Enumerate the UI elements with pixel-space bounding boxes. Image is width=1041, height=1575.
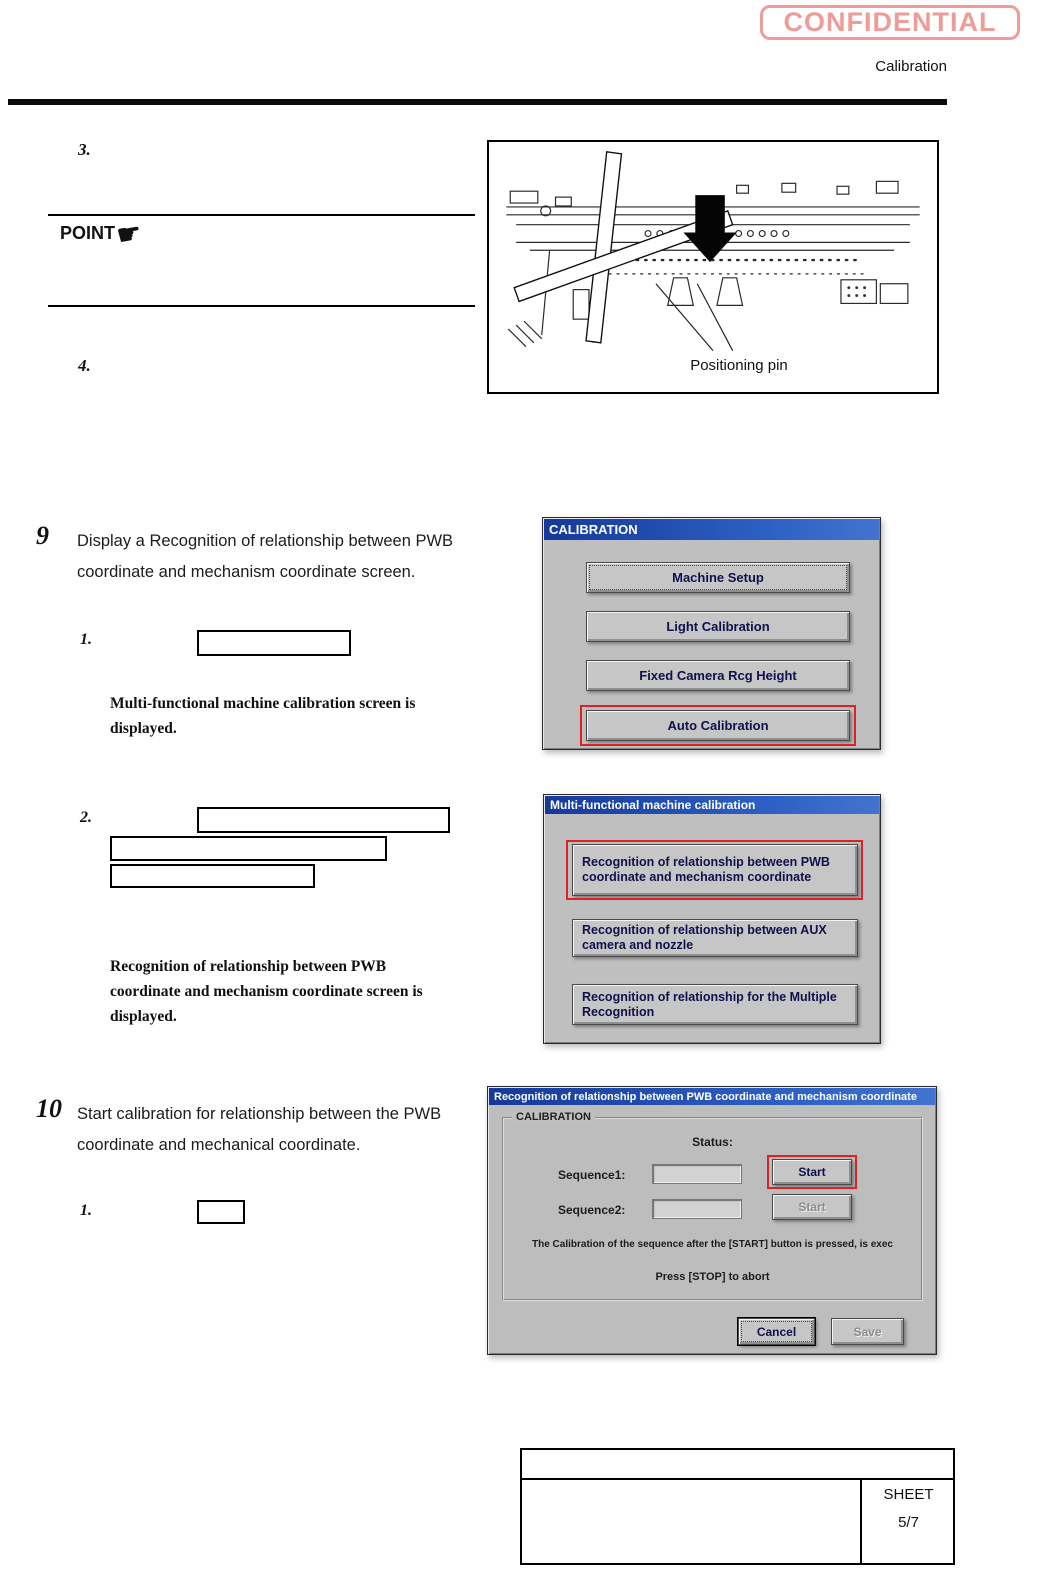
step-9-sub-1-number: 1. <box>80 631 92 648</box>
multi-calibration-dialog-titlebar[interactable] <box>545 796 879 814</box>
title-block-table <box>520 1448 955 1565</box>
pointing-hand-icon: ☛ <box>114 216 144 251</box>
calibration-dialog <box>542 517 881 750</box>
step-9-sub-2-blank-box-3 <box>110 864 315 888</box>
sequence2-label: Sequence2: <box>558 1203 626 1217</box>
machine-diagram-frame <box>487 140 939 394</box>
calibration-group-label: CALIBRATION <box>512 1111 595 1123</box>
step-9-sub-2-blank-box-1 <box>197 807 450 833</box>
fixed-camera-rcg-height-button[interactable]: Fixed Camera Rcg Height <box>586 660 850 691</box>
sequence2-status-field[interactable] <box>652 1199 742 1219</box>
machine-diagram-illustration <box>489 142 937 392</box>
stop-abort-message: Press [STOP] to abort <box>655 1271 770 1283</box>
recognition-dialog-title: Recognition of relationship between PWB coordinate and mechanism coordinate <box>494 1090 917 1103</box>
recognition-dialog <box>487 1086 937 1355</box>
step-4-number: 4. <box>78 356 91 375</box>
step-10-sub-1-blank-box <box>197 1200 245 1224</box>
save-button: Save <box>831 1318 904 1345</box>
light-calibration-button[interactable]: Light Calibration <box>586 611 850 642</box>
step-9-sub-2-blank-box-2 <box>110 836 387 861</box>
step-9-text: Display a Recognition of relationship between PWB coordinate and mechanism coordinate screen. <box>77 532 454 581</box>
diagram-caption: Positioning pin <box>690 357 788 374</box>
sequence1-status-field[interactable] <box>652 1164 742 1184</box>
sheet-label: SHEET <box>883 1486 934 1503</box>
recognition-aux-camera-nozzle-button[interactable]: Recognition of relationship between AUX camera and nozzle <box>572 919 858 957</box>
step-9-sub-1-blank-box <box>197 630 351 656</box>
auto-calibration-button[interactable]: Auto Calibration <box>586 710 850 741</box>
point-divider-bottom <box>48 305 475 307</box>
calibration-dialog-title: CALIBRATION <box>549 522 638 537</box>
status-label: Status: <box>692 1135 733 1149</box>
sequence2-start-button: Start <box>772 1194 852 1220</box>
step-10-number: 10 <box>36 1094 62 1123</box>
calibration-message: The Calibration of the sequence after the [START] button is pressed, is exec <box>532 1239 893 1250</box>
sequence1-label: Sequence1: <box>558 1168 626 1182</box>
header-rule <box>8 99 947 105</box>
step-9-number: 9 <box>36 521 49 550</box>
title-block-row-divider <box>522 1478 953 1480</box>
step-9-sub-2-number: 2. <box>80 809 92 826</box>
header-section-label: Calibration <box>875 58 947 75</box>
machine-setup-button[interactable]: Machine Setup <box>586 562 850 593</box>
multi-calibration-dialog <box>543 794 881 1044</box>
recognition-pwb-mechanism-button[interactable]: Recognition of relationship between PWB coordinate and mechanism coordinate <box>572 844 858 896</box>
point-divider-top <box>48 214 475 216</box>
sequence1-start-button[interactable]: Start <box>772 1159 852 1185</box>
step-9-sub-1-result: Multi-functional machine calibration screen is displayed. <box>110 695 416 737</box>
recognition-multiple-recognition-button[interactable]: Recognition of relationship for the Multiple Recognition <box>572 984 858 1025</box>
step-10-sub-1-number: 1. <box>80 1202 92 1219</box>
cancel-button[interactable]: Cancel <box>738 1318 815 1345</box>
sheet-value: 5/7 <box>898 1514 919 1531</box>
confidential-stamp: CONFIDENTIAL <box>760 5 1020 40</box>
point-callout <box>60 216 144 251</box>
calibration-dialog-titlebar[interactable] <box>544 519 879 540</box>
step-9-sub-2-result: Recognition of relationship between PWB coordinate and mechanism coordinate screen is displayed. <box>110 958 423 1025</box>
step-10-text: Start calibration for relationship between the PWB coordinate and mechanical coordinate. <box>77 1105 442 1154</box>
point-label: POINT <box>60 223 116 243</box>
calibration-groupbox <box>502 1111 923 1301</box>
recognition-dialog-titlebar[interactable] <box>489 1088 935 1105</box>
multi-calibration-dialog-title: Multi-functional machine calibration <box>550 798 756 812</box>
step-3-number: 3. <box>78 140 91 159</box>
